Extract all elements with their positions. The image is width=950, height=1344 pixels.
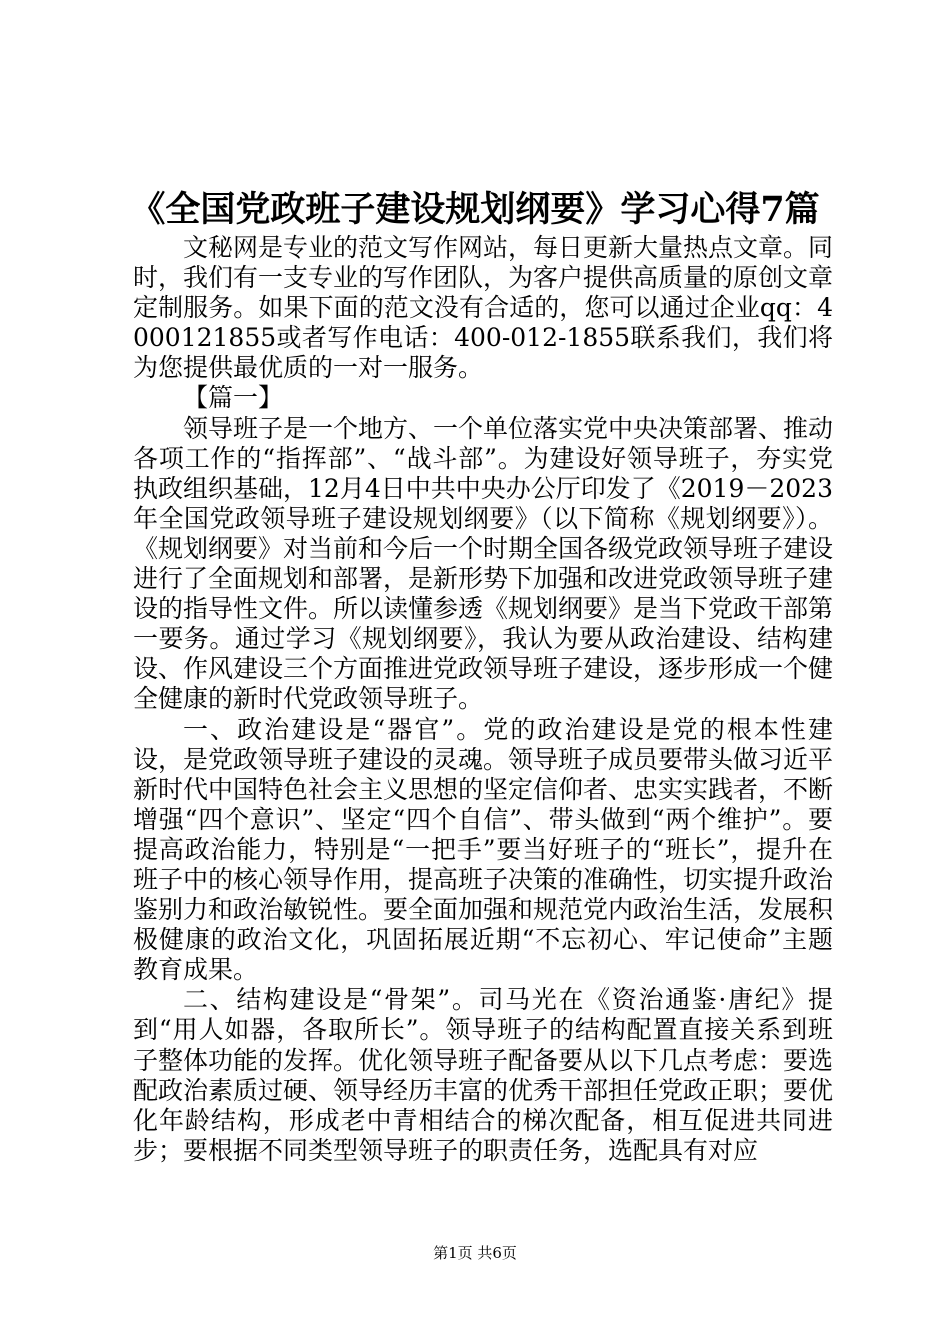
body-paragraph: 领导班子是一个地方、一个单位落实党中央决策部署、推动各项工作的“指挥部”、“战斗部”。为建设好领导班子，夯实党执政组织基础，12月4日中共中央办公厅印发了《2019－2023年全国党政领导班子建设规划纲要》（以下简称《规划纲要》）。《规划纲要》对当前和今后一个时期全国各级党政领导班子建设进行了全面规划和部署，是新形势下加强和改进党政领导班子建设的指导性文件。所以读懂参透《规划纲要》是当下党政干部第一要务。通过学习《规划纲要》，我认为要从政治建设、结构建设、作风建设三个方面推进党政领导班子建设，逐步形成一个健全健康的新时代党政领导班子。: [133, 413, 834, 714]
document-body: [133, 233, 833, 1166]
body-paragraph: 二、结构建设是“骨架”。司马光在《资治通鉴·唐纪》提到“用人如器，各取所长”。领导班子的结构配置直接关系到班子整体功能的发挥。优化领导班子配备要从以下几点考虑：要选配政治素质过硬、领导经历丰富的优秀干部担任党政正职；要优化年龄结构，形成老中青相结合的梯次配备，相互促进共同进步；要根据不同类型领导班子的职责任务，选配具有对应: [133, 985, 834, 1165]
page-number: 第1页 共6页: [433, 1244, 517, 1262]
intro-paragraph: 文秘网是专业的范文写作网站，每日更新大量热点文章。同时，我们有一支专业的写作团队，为客户提供高质量的原创文章定制服务。如果下面的范文没有合适的，您可以通过企业qq：4000121855或者写作电话：400-012-1855联系我们，我们将为您提供最优质的一对一服务。: [133, 233, 834, 383]
body-paragraph: 一、政治建设是“器官”。党的政治建设是党的根本性建设，是党政领导班子建设的灵魂。领导班子成员要带头做习近平新时代中国特色社会主义思想的坚定信仰者、忠实实践者，不断增强“四个意识”、坚定“四个自信”、带头做到“两个维护”。要提高政治能力，特别是“一把手”要当好班子的“班长”，提升在班子中的核心领导作用，提高班子决策的准确性，切实提升政治鉴别力和政治敏锐性。要全面加强和规范党内政治生活，发展积极健康的政治文化，巩固拓展近期“不忘初心、牢记使命”主题教育成果。: [133, 714, 834, 985]
document-title: 《全国党政班子建设规划纲要》学习心得7篇: [130, 189, 820, 230]
section-heading: 【篇一】: [183, 383, 284, 413]
